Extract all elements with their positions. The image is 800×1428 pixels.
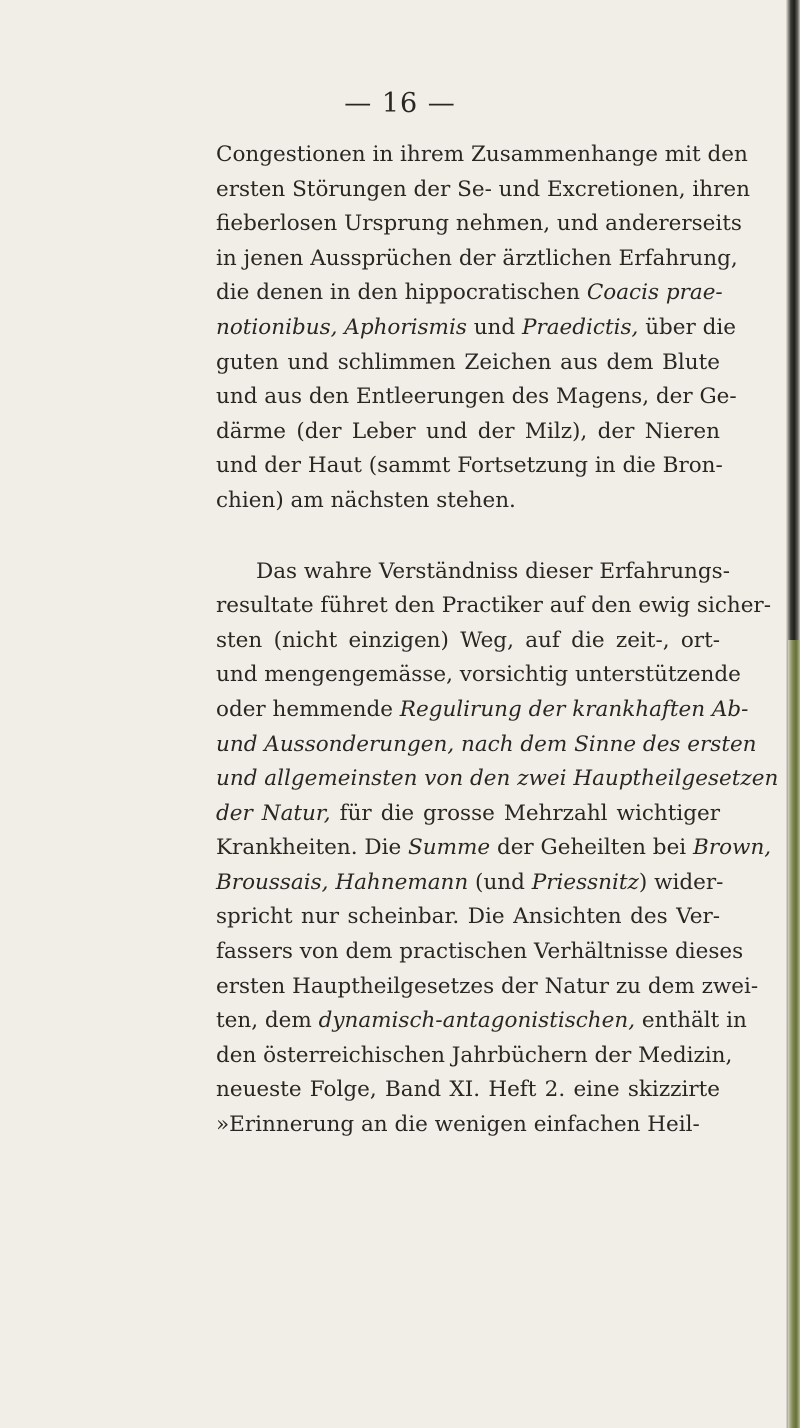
text-run: für die grosse Mehrzahl wichtiger <box>330 800 720 826</box>
italic-text: Coacis prae- <box>586 280 723 306</box>
text-run: ersten Hauptheilgesetzes der Natur zu dem zwei- <box>216 973 759 999</box>
text-line <box>216 831 772 866</box>
text-line <box>216 1108 720 1143</box>
text-run: guten und schlimmen Zeichen aus dem Blute <box>216 349 720 375</box>
text-run: Das wahre Verständniss dieser Erfahrungs- <box>256 558 730 584</box>
body-text <box>216 138 779 1143</box>
text-run: neueste Folge, Band XI. Heft 2. eine skizzirte <box>216 1077 720 1103</box>
text-run: der Geheilten bei <box>490 835 694 861</box>
text-run: därme (der Leber und der Milz), der Nieren <box>216 418 720 444</box>
text-line <box>216 589 771 624</box>
text-line <box>216 555 730 590</box>
italic-text: Priessnitz <box>531 869 639 895</box>
italic-text: Praedictis, <box>522 314 639 340</box>
text-run: (und <box>468 869 532 895</box>
text-run: ten, dem <box>216 1008 319 1034</box>
text-line <box>216 173 750 208</box>
italic-text: Brown, <box>693 835 772 861</box>
text-run: und der Haut (sammt Fortsetzung in die Bron- <box>216 453 723 479</box>
text-run: oder hemmende <box>216 696 400 722</box>
text-run: chien) am nächsten stehen. <box>216 487 516 513</box>
text-line <box>216 728 757 763</box>
text-run: »Erinnerung an die wenigen einfachen Heil- <box>216 1112 700 1138</box>
text-line <box>216 762 779 797</box>
text-line <box>216 346 720 381</box>
italic-text: und Aussonderungen, nach dem Sinne des ersten <box>216 731 757 757</box>
text-line <box>216 484 720 519</box>
text-line <box>216 900 720 935</box>
italic-text: Broussais, Hahnemann <box>216 869 469 895</box>
page-number: — 16 — <box>344 88 456 119</box>
text-run: in jenen Aussprüchen der ärztlichen Erfahrung, <box>216 245 738 271</box>
text-run: fassers von dem practischen Verhältnisse dieses <box>216 939 744 965</box>
italic-text: und allgemeinsten von den zwei Hauptheilgesetzen <box>216 766 779 792</box>
italic-text: dynamisch-antagonistischen, <box>318 1008 636 1034</box>
text-run: Congestionen in ihrem Zusammenhange mit den <box>216 142 748 167</box>
text-line <box>216 693 749 728</box>
text-line <box>216 242 738 277</box>
text-run: spricht nur scheinbar. Die Ansichten des Ver- <box>216 904 720 930</box>
text-line <box>216 970 759 1005</box>
text-line <box>216 276 723 311</box>
page-edge-tint <box>788 640 800 1428</box>
text-run: über die <box>638 314 737 340</box>
text-run: den österreichischen Jahrbüchern der Medizin, <box>216 1042 733 1068</box>
text-run: ersten Störungen der Se- und Excretionen, ihren <box>216 176 750 202</box>
text-run: fieberlosen Ursprung nehmen, und andererseits <box>216 211 742 237</box>
text-run: und <box>466 314 522 340</box>
text-run: die denen in den hippocratischen <box>216 280 587 306</box>
text-run: resultate führet den Practiker auf den ewig sicher- <box>216 593 771 619</box>
text-line <box>216 138 748 173</box>
text-line <box>216 1073 720 1108</box>
text-line <box>216 311 737 346</box>
italic-text: Regulirung der krankhaften Ab- <box>399 696 749 722</box>
text-run: sten (nicht einzigen) Weg, auf die zeit-, ort- <box>216 627 720 653</box>
text-line <box>216 1039 733 1074</box>
paragraph-gap <box>216 519 720 555</box>
text-line <box>216 1004 747 1039</box>
italic-text: notionibus, Aphorismis <box>216 314 467 340</box>
italic-text: Summe <box>408 835 491 861</box>
text-run: und aus den Entleerungen des Magens, der Ge- <box>216 384 737 410</box>
text-line <box>216 624 720 659</box>
text-line <box>216 415 720 450</box>
text-line <box>216 797 720 832</box>
text-run: Krankheiten. Die <box>216 835 409 861</box>
paragraph <box>216 138 750 519</box>
text-line <box>216 866 724 901</box>
text-line <box>216 658 741 693</box>
text-line <box>216 935 744 970</box>
text-run: enthält in <box>635 1008 747 1034</box>
text-run: und mengengemässe, vorsichtig unterstützende <box>216 662 741 688</box>
text-line <box>216 380 737 415</box>
paragraph <box>216 555 779 1143</box>
text-line <box>216 207 742 242</box>
text-line <box>216 449 723 484</box>
italic-text: der Natur, <box>216 800 331 826</box>
text-run: ) wider- <box>638 869 724 895</box>
